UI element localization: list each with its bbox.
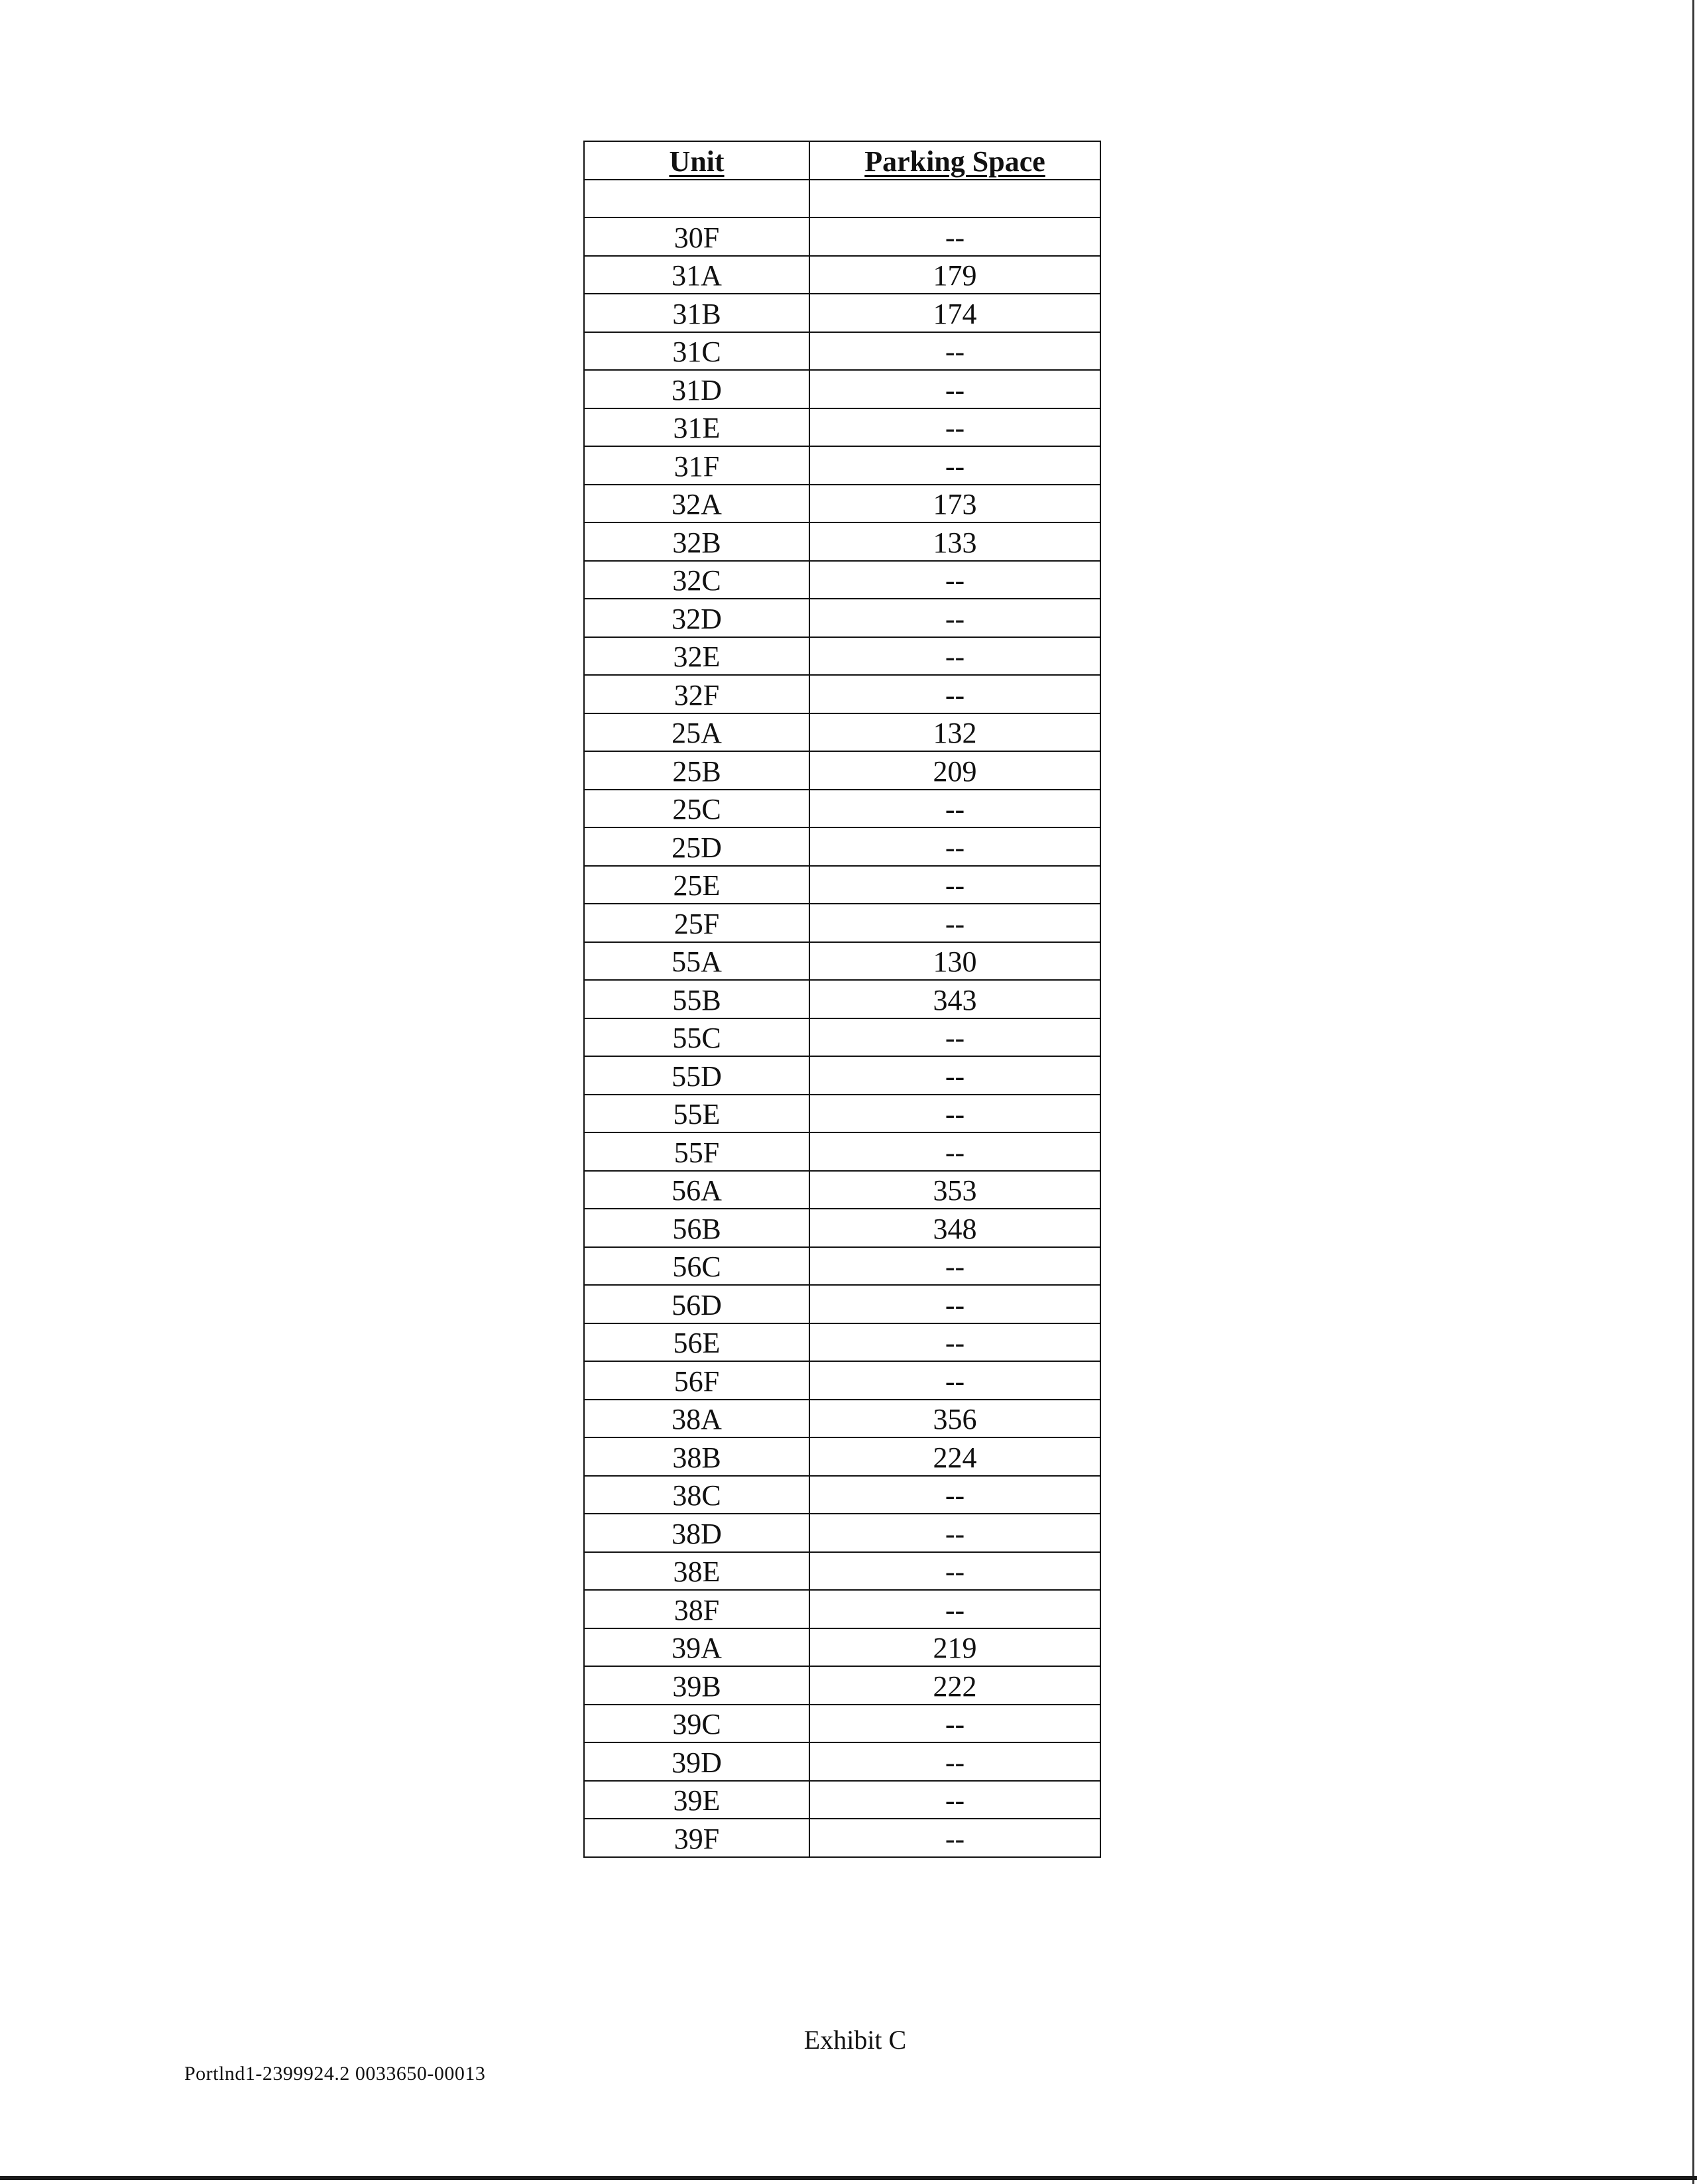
table-row bbox=[584, 1819, 1100, 1857]
parking-space-cell: -- bbox=[809, 1552, 1100, 1591]
document-id: Portlnd1-2399924.2 0033650-00013 bbox=[184, 2063, 486, 2085]
blank-cell bbox=[809, 180, 1100, 218]
table-row bbox=[584, 599, 1100, 637]
table-row bbox=[584, 1132, 1100, 1171]
parking-space-cell: -- bbox=[809, 1247, 1100, 1286]
unit-cell: 32A bbox=[584, 485, 809, 523]
table-row bbox=[584, 713, 1100, 752]
parking-space-cell: 130 bbox=[809, 942, 1100, 981]
parking-space-cell: -- bbox=[809, 1132, 1100, 1171]
table-row bbox=[584, 637, 1100, 676]
unit-cell: 31A bbox=[584, 256, 809, 294]
header-unit: Unit bbox=[584, 141, 809, 180]
parking-space-cell: 348 bbox=[809, 1209, 1100, 1247]
unit-cell: 32B bbox=[584, 522, 809, 561]
parking-space-cell: -- bbox=[809, 1590, 1100, 1628]
table-row bbox=[584, 942, 1100, 981]
parking-space-cell: -- bbox=[809, 1323, 1100, 1362]
table-row bbox=[584, 1514, 1100, 1552]
table-row bbox=[584, 1628, 1100, 1667]
table-row bbox=[584, 1361, 1100, 1400]
unit-cell: 31F bbox=[584, 446, 809, 485]
parking-space-cell: -- bbox=[809, 561, 1100, 599]
parking-table bbox=[583, 141, 1101, 1858]
unit-cell: 25C bbox=[584, 790, 809, 828]
parking-space-cell: 209 bbox=[809, 751, 1100, 790]
table-row bbox=[584, 1476, 1100, 1514]
unit-cell: 39C bbox=[584, 1705, 809, 1743]
parking-space-cell: 222 bbox=[809, 1666, 1100, 1705]
parking-space-cell: -- bbox=[809, 1285, 1100, 1323]
parking-space-cell: -- bbox=[809, 1476, 1100, 1514]
unit-cell: 55F bbox=[584, 1132, 809, 1171]
table-row bbox=[584, 675, 1100, 713]
table-row bbox=[584, 1323, 1100, 1362]
blank-row bbox=[584, 180, 1100, 218]
table-row bbox=[584, 1095, 1100, 1133]
table-row bbox=[584, 1552, 1100, 1591]
unit-cell: 32C bbox=[584, 561, 809, 599]
table-row bbox=[584, 1590, 1100, 1628]
unit-cell: 38C bbox=[584, 1476, 809, 1514]
unit-cell: 56D bbox=[584, 1285, 809, 1323]
table-row bbox=[584, 1056, 1100, 1095]
table-row bbox=[584, 522, 1100, 561]
parking-space-cell: -- bbox=[809, 637, 1100, 676]
table-row bbox=[584, 904, 1100, 942]
table-row bbox=[584, 1209, 1100, 1247]
unit-cell: 39D bbox=[584, 1742, 809, 1781]
table-row bbox=[584, 294, 1100, 332]
unit-cell: 31B bbox=[584, 294, 809, 332]
parking-space-cell: -- bbox=[809, 827, 1100, 866]
unit-cell: 30F bbox=[584, 217, 809, 256]
table-row bbox=[584, 1285, 1100, 1323]
unit-cell: 55A bbox=[584, 942, 809, 981]
exhibit-title: Exhibit C bbox=[803, 2025, 907, 2055]
parking-space-cell: -- bbox=[809, 217, 1100, 256]
unit-cell: 38A bbox=[584, 1400, 809, 1438]
parking-space-cell: 224 bbox=[809, 1437, 1100, 1476]
table-row bbox=[584, 1705, 1100, 1743]
unit-cell: 25B bbox=[584, 751, 809, 790]
parking-space-cell: -- bbox=[809, 790, 1100, 828]
parking-space-cell: 132 bbox=[809, 713, 1100, 752]
unit-cell: 39A bbox=[584, 1628, 809, 1667]
unit-cell: 56A bbox=[584, 1171, 809, 1209]
unit-cell: 25F bbox=[584, 904, 809, 942]
table-row bbox=[584, 256, 1100, 294]
table-row bbox=[584, 561, 1100, 599]
table-row bbox=[584, 866, 1100, 904]
unit-cell: 56F bbox=[584, 1361, 809, 1400]
table-row bbox=[584, 1171, 1100, 1209]
table-row bbox=[584, 1781, 1100, 1819]
unit-cell: 39E bbox=[584, 1781, 809, 1819]
table-row bbox=[584, 485, 1100, 523]
unit-cell: 38B bbox=[584, 1437, 809, 1476]
unit-cell: 25D bbox=[584, 827, 809, 866]
unit-cell: 32F bbox=[584, 675, 809, 713]
parking-space-cell: -- bbox=[809, 1705, 1100, 1743]
unit-cell: 56C bbox=[584, 1247, 809, 1286]
parking-space-cell: -- bbox=[809, 599, 1100, 637]
parking-space-cell: -- bbox=[809, 1361, 1100, 1400]
table-row bbox=[584, 446, 1100, 485]
unit-cell: 55C bbox=[584, 1018, 809, 1057]
parking-space-cell: -- bbox=[809, 1742, 1100, 1781]
parking-space-cell: 356 bbox=[809, 1400, 1100, 1438]
page-edge-right bbox=[1692, 0, 1694, 2184]
parking-space-cell: -- bbox=[809, 1056, 1100, 1095]
unit-cell: 38E bbox=[584, 1552, 809, 1591]
table-row bbox=[584, 1742, 1100, 1781]
unit-cell: 31E bbox=[584, 408, 809, 447]
parking-space-cell: -- bbox=[809, 1514, 1100, 1552]
parking-space-cell: -- bbox=[809, 1819, 1100, 1857]
unit-cell: 32E bbox=[584, 637, 809, 676]
unit-cell: 25A bbox=[584, 713, 809, 752]
table-row bbox=[584, 332, 1100, 371]
parking-space-cell: -- bbox=[809, 370, 1100, 408]
unit-cell: 56E bbox=[584, 1323, 809, 1362]
parking-space-cell: 353 bbox=[809, 1171, 1100, 1209]
table-row bbox=[584, 1400, 1100, 1438]
table-row bbox=[584, 751, 1100, 790]
parking-space-cell: 343 bbox=[809, 980, 1100, 1018]
parking-space-cell: -- bbox=[809, 675, 1100, 713]
table-row bbox=[584, 790, 1100, 828]
table-row bbox=[584, 1018, 1100, 1057]
table-row bbox=[584, 408, 1100, 447]
table-row bbox=[584, 370, 1100, 408]
unit-cell: 38D bbox=[584, 1514, 809, 1552]
parking-space-cell: -- bbox=[809, 408, 1100, 447]
unit-cell: 31C bbox=[584, 332, 809, 371]
parking-space-cell: 219 bbox=[809, 1628, 1100, 1667]
parking-space-cell: -- bbox=[809, 866, 1100, 904]
page-edge-bottom bbox=[0, 2176, 1697, 2180]
parking-space-cell: -- bbox=[809, 332, 1100, 371]
unit-cell: 55B bbox=[584, 980, 809, 1018]
unit-cell: 25E bbox=[584, 866, 809, 904]
parking-space-cell: -- bbox=[809, 1018, 1100, 1057]
parking-space-cell: -- bbox=[809, 1095, 1100, 1133]
parking-space-cell: -- bbox=[809, 446, 1100, 485]
unit-cell: 32D bbox=[584, 599, 809, 637]
parking-space-cell: 179 bbox=[809, 256, 1100, 294]
table-header-row bbox=[584, 141, 1100, 180]
table-row bbox=[584, 1247, 1100, 1286]
table-row bbox=[584, 980, 1100, 1018]
parking-space-cell: 173 bbox=[809, 485, 1100, 523]
table-row bbox=[584, 1437, 1100, 1476]
unit-cell: 55D bbox=[584, 1056, 809, 1095]
table-row bbox=[584, 1666, 1100, 1705]
unit-cell: 39F bbox=[584, 1819, 809, 1857]
table-row bbox=[584, 827, 1100, 866]
unit-cell: 55E bbox=[584, 1095, 809, 1133]
table-row bbox=[584, 217, 1100, 256]
unit-cell: 39B bbox=[584, 1666, 809, 1705]
unit-cell: 56B bbox=[584, 1209, 809, 1247]
unit-cell: 31D bbox=[584, 370, 809, 408]
parking-space-cell: -- bbox=[809, 904, 1100, 942]
unit-cell: 38F bbox=[584, 1590, 809, 1628]
parking-space-cell: 133 bbox=[809, 522, 1100, 561]
blank-cell bbox=[584, 180, 809, 218]
header-parking-space: Parking Space bbox=[809, 141, 1100, 180]
parking-space-cell: -- bbox=[809, 1781, 1100, 1819]
parking-space-cell: 174 bbox=[809, 294, 1100, 332]
